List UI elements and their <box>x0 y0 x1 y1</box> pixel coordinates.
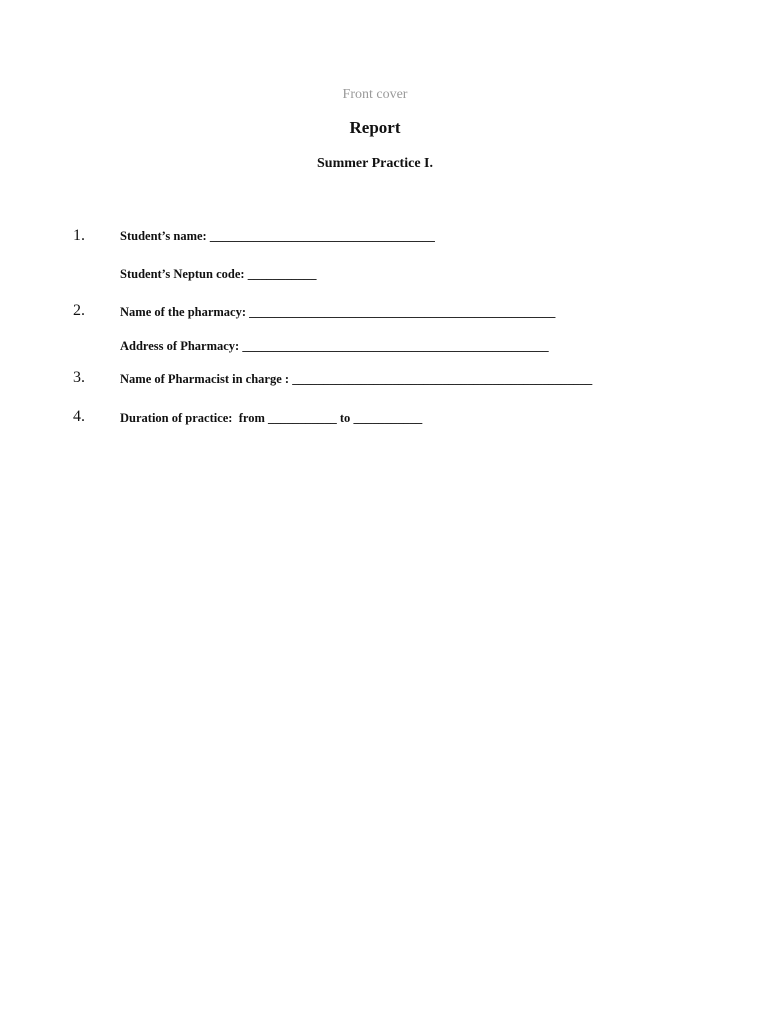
pharmacy-address-row <box>120 336 549 356</box>
neptun-code-field[interactable]: ___________ <box>247 267 317 281</box>
neptun-code-row <box>120 264 316 284</box>
item-number-4: 4. <box>73 408 85 425</box>
pharmacist-row <box>120 369 592 389</box>
student-name-field[interactable]: ____________________________________ <box>209 229 435 243</box>
report-title: Report <box>349 118 401 137</box>
duration-to-label: to <box>339 411 351 425</box>
pharmacy-address-field[interactable]: _________________________________________________ <box>242 339 549 353</box>
duration-row <box>120 408 422 428</box>
pharmacy-name-label: Name of the pharmacy: <box>120 305 247 319</box>
neptun-code-label: Student’s Neptun code: <box>120 267 245 281</box>
pharmacist-field[interactable]: ________________________________________________ <box>292 372 593 386</box>
front-cover-note: Front cover <box>342 87 408 102</box>
pharmacist-label: Name of Pharmacist in charge : <box>120 372 290 386</box>
duration-from-field[interactable]: ___________ <box>268 411 337 425</box>
pharmacy-name-row <box>120 302 555 322</box>
item-number-3: 3. <box>73 369 85 386</box>
duration-to-field[interactable]: ___________ <box>353 411 423 425</box>
pharmacy-name-field[interactable]: _________________________________________________ <box>249 305 556 319</box>
student-name-label: Student’s name: <box>120 229 207 243</box>
student-name-row <box>120 226 435 246</box>
item-number-2: 2. <box>73 302 85 319</box>
duration-from-label: from <box>238 411 265 425</box>
item-number-1: 1. <box>73 227 85 244</box>
pharmacy-address-label: Address of Pharmacy: <box>120 339 240 353</box>
duration-label: Duration of practice: <box>120 411 233 425</box>
report-subtitle: Summer Practice I. <box>317 156 433 171</box>
